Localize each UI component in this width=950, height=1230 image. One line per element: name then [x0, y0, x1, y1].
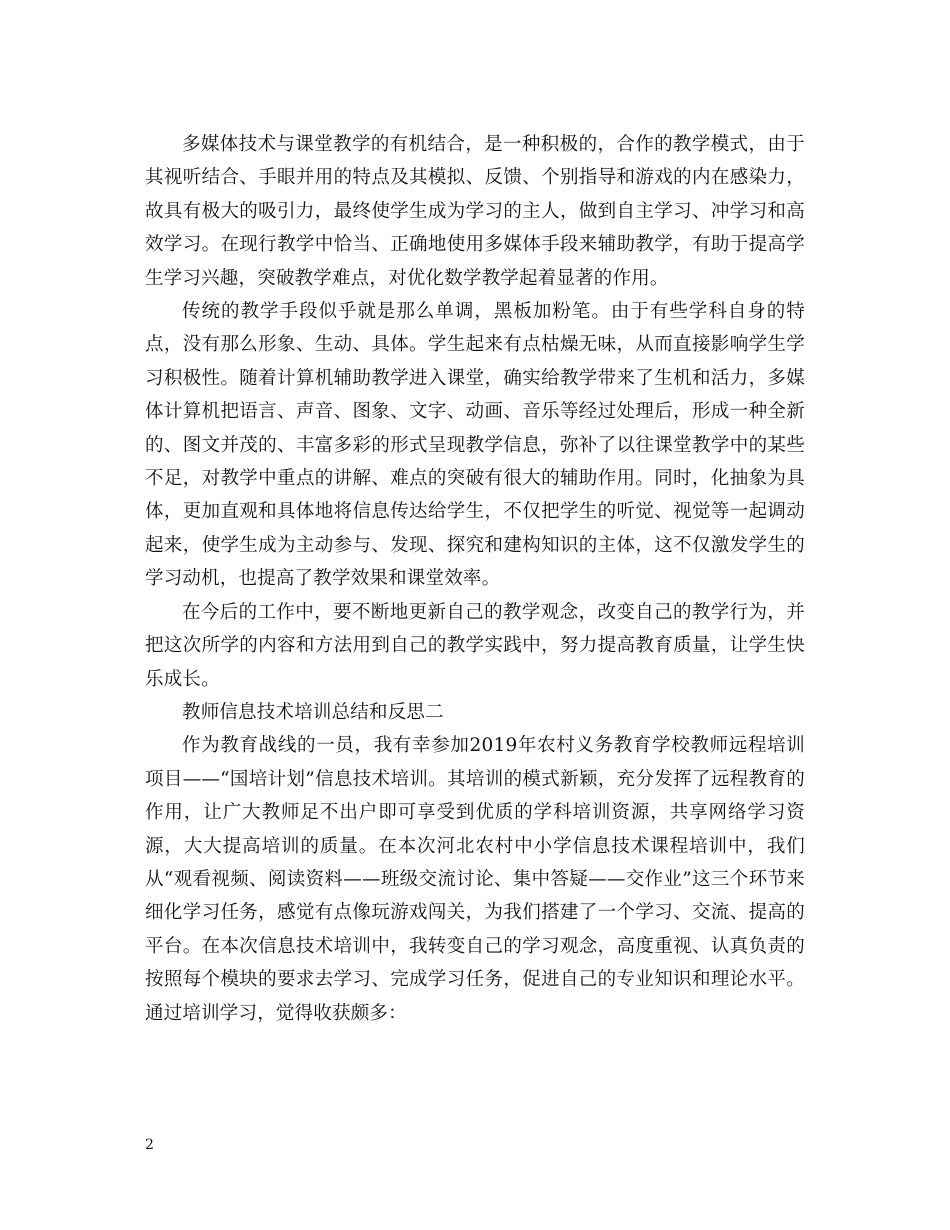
body-paragraph-2: 传统的教学手段似乎就是那么单调，黑板加粉笔。由于有些学科自身的特点，没有那么形象、生动、具体。学生起来有点枯燥无味，从而直接影响学生学习积极性。随着计算机辅助教学进入课堂，确实给教学带来了生机和活力，多媒体计算机把语言、声音、图象、文字、动画、音乐等经过处理后，形成一种全新的、图文并茂的、丰富多彩的形式呈现教学信息，弥补了以往课堂教学中的某些不足，对教学中重点的讲解、难点的突破有很大的辅助作用。同时，化抽象为具体，更加直观和具体地将信息传达给学生，不仅把学生的听觉、视觉等一起调动起来，使学生成为主动参与、发现、探究和建构知识的主体，这不仅激发学生的学习动机，也提高了教学效果和课堂效率。: [145, 301, 805, 590]
document-body: [145, 128, 805, 1030]
body-paragraph-3: 在今后的工作中，要不断地更新自己的教学观念，改变自己的教学行为，并把这次所学的内容和方法用到自己的教学实践中，努力提高教育质量，让学生快乐成长。: [145, 601, 805, 690]
body-paragraph-1: 多媒体技术与课堂教学的有机结合，是一种积极的，合作的教学模式，由于其视听结合、手眼并用的特点及其模拟、反馈、个别指导和游戏的内在感染力，故具有极大的吸引力，最终使学生成为学习的主人，做到自主学习、冲学习和高效学习。在现行教学中恰当、正确地使用多媒体手段来辅助教学，有助于提高学生学习兴趣，突破教学难点，对优化数学教学起着显著的作用。: [145, 134, 805, 289]
section-heading: 教师信息技术培训总结和反思二: [182, 701, 444, 723]
section-paragraph-1: 作为教育战线的一员，我有幸参加2019年农村义务教育学校教师远程培训项目——“国培计划”信息技术培训。其培训的模式新颖，充分发挥了远程教育的作用，让广大教师足不出户即可享受到优质的学科培训资源，共享网络学习资源，大大提高培训的质量。在本次河北农村中小学信息技术课程培训中，我们从“观看视频、阅读资料——班级交流讨论、集中答疑——交作业”这三个环节来细化学习任务，感觉有点像玩游戏闯关，为我们搭建了一个学习、交流、提高的平台。在本次信息技术培训中，我转变自己的学习观念，高度重视、认真负责的按照每个模块的要求去学习、完成学习任务，促进自己的专业知识和理论水平。通过培训学习，觉得收获颇多：: [145, 735, 805, 1024]
page-number: 2: [145, 1137, 154, 1153]
